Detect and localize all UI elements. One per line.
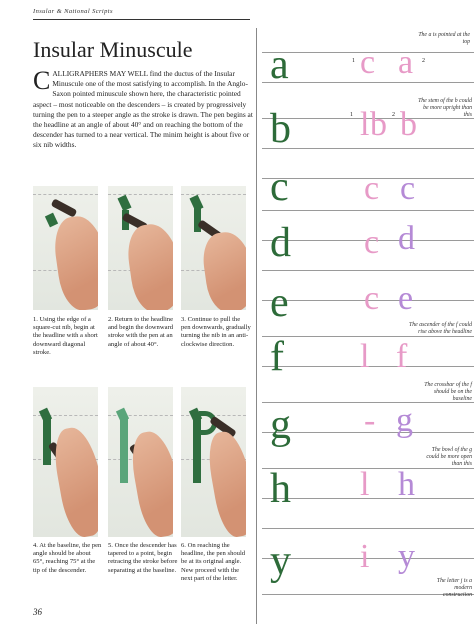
running-header: Insular & National Scripts (33, 8, 113, 15)
stroke-demo-a-1: c (360, 44, 376, 81)
page-title: Insular Minuscule (33, 37, 193, 62)
letter-g: g (270, 402, 291, 448)
step-photo-2 (108, 186, 173, 310)
column-divider (256, 28, 257, 624)
note-g: The bowl of the g could be more open than this (426, 447, 472, 467)
letter-f: f (270, 334, 284, 380)
note-f-crossbar: The crossbar of the f should be on the baseline (424, 382, 472, 402)
note-f-ascender: The ascender of the f could rise above the headline (409, 322, 472, 335)
stroke-demo-b-1: l (360, 106, 370, 143)
stroke-demo-y-1: i (360, 538, 370, 575)
header-rule (33, 19, 250, 20)
page-number: 36 (33, 607, 42, 617)
letter-y: y (270, 538, 291, 584)
letter-c: c (270, 164, 289, 210)
stroke-demo-e-1: c (364, 280, 380, 317)
note-a: The a is pointed at the top (418, 32, 470, 45)
step-caption-6: 6. On reaching the headline, the pen should be at its original angle. New proceed with the next part of the letter. (181, 542, 246, 582)
letter-e: e (270, 280, 289, 326)
step-photo-1 (33, 186, 98, 310)
stroke-demo-b-2: b (370, 106, 387, 143)
stroke-demo-y-2: y (398, 538, 415, 575)
stroke-number: 2 (392, 112, 395, 118)
intro-text: ALLIGRAPHERS MAY WELL find the ductus of the Insular Minuscule one of the most satisfying to accomplish. In the Anglo-Saxon pointed minuscule shown here, the characteristic pointed aspect – most noticeable on the descenders – is created by progressively turning the pen to a steeper angle as the stroke is drawn. The pen begins at the headline at an angle of about 40° and on reaching the bottom of the descender has turned to a near vertical. The minim height is about five or six nib widths. (33, 69, 253, 150)
note-j: The letter j is a modern construction (436, 578, 472, 598)
letter-a: a (270, 42, 289, 88)
stroke-number: 2 (422, 58, 425, 64)
stroke-demo-g-1: - (364, 402, 376, 439)
letter-d: d (270, 220, 291, 266)
stroke-demo-c-1: c (364, 170, 380, 207)
intro-paragraph (33, 66, 255, 151)
note-b: The stem of the b could be more upright than this (418, 98, 472, 118)
letter-h: h (270, 466, 291, 512)
step-caption-1: 1. Using the edge of a square-cut nib, begin at the headline with a short downward diagonal stroke. (33, 316, 98, 356)
drop-cap: C (33, 66, 51, 95)
stroke-number: 1 (350, 112, 353, 118)
letter-b: b (270, 106, 291, 152)
step-caption-5: 5. Once the descender has tapered to a point, begin retracing the stroke before separating at the baseline. (108, 542, 178, 574)
step-photo-5 (108, 387, 173, 537)
stroke-demo-d-1: c (364, 224, 380, 261)
stroke-demo-f-2: f (396, 338, 408, 375)
step-photo-4 (33, 387, 98, 537)
stroke-demo-g-2: g (396, 402, 413, 439)
step-photo-6 (181, 387, 246, 537)
stroke-demo-h-2: h (398, 466, 415, 503)
stroke-number: 1 (352, 58, 355, 64)
step-caption-4: 4. At the baseline, the pen angle should be about 65°, reaching 75° at the tip of the descender. (33, 542, 102, 574)
stroke-demo-e-2: e (398, 280, 414, 317)
step-caption-2: 2. Return to the headline and begin the downward stroke with the pen at an angle of about 40°. (108, 316, 174, 348)
stroke-demo-h-1: l (360, 466, 370, 503)
stroke-demo-c-2: c (400, 170, 416, 207)
stroke-demo-d-2: d (398, 220, 415, 257)
step-photo-3 (181, 186, 246, 310)
stroke-demo-b-3: b (400, 106, 417, 143)
step-caption-3: 3. Continue to pull the pen downwards, gradually turning the nib in an anti-clockwise direction. (181, 316, 251, 348)
stroke-demo-f-1: l (360, 338, 370, 375)
stroke-demo-a-2: a (398, 44, 414, 81)
